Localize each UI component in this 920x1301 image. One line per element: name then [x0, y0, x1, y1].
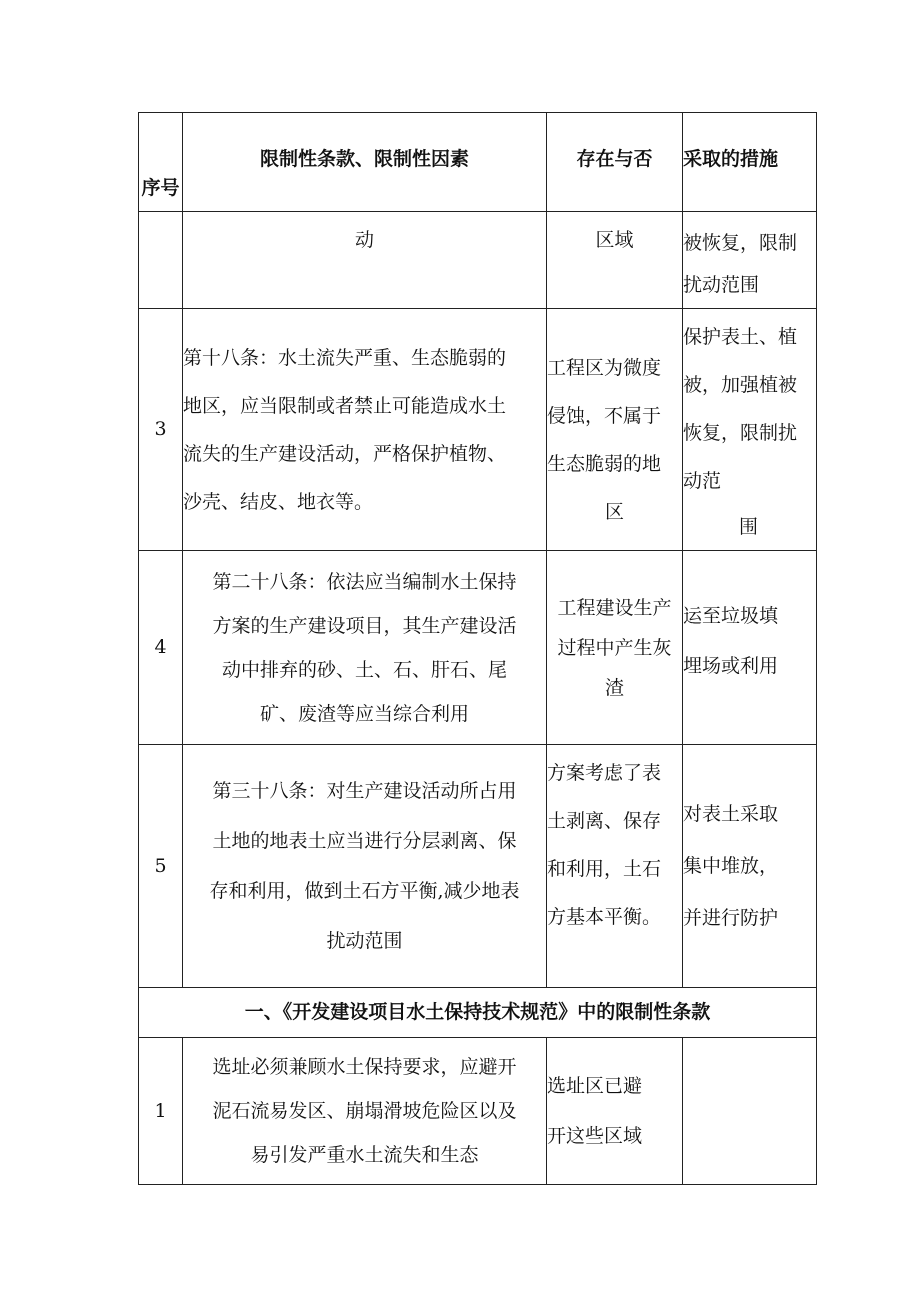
header-measure: 采取的措施	[683, 113, 817, 212]
exists-cell	[547, 212, 683, 309]
exists-cell	[547, 745, 683, 988]
row-number: 4	[139, 551, 183, 745]
measure-cell	[683, 745, 817, 988]
exists-line: 方案考虑了表	[547, 762, 662, 784]
clause-line: 第三十八条：对生产建设活动所占用	[212, 780, 517, 802]
measure-cell	[683, 309, 817, 551]
measure-line: 被恢复，限制	[683, 232, 798, 254]
measure-line: 集中堆放，	[683, 855, 779, 877]
clause-cell	[183, 1038, 547, 1185]
table-row	[139, 745, 817, 988]
row-number: 1	[139, 1038, 183, 1185]
clause-cell	[183, 309, 547, 551]
exists-line: 开这些区域	[547, 1125, 643, 1147]
clause-line: 存和利用，做到土石方平衡,减少地表	[209, 880, 520, 902]
measure-line: 恢复，限制扰	[683, 422, 798, 444]
clause-line: 第十八条：水土流失严重、生态脆弱的	[183, 346, 507, 369]
clause-cell	[183, 212, 547, 309]
clause-line: 动	[354, 229, 374, 251]
restriction-table	[138, 112, 817, 1185]
exists-line: 方基本平衡。	[547, 906, 662, 928]
table-row	[139, 309, 817, 551]
exists-line: 区域	[595, 229, 634, 251]
exists-line: 土剥离、保存	[547, 810, 662, 832]
header-no: 序号	[139, 113, 183, 212]
clause-line: 易引发严重水土流失和生态	[250, 1144, 479, 1166]
measure-line: 并进行防护	[683, 907, 779, 929]
exists-cell	[547, 309, 683, 551]
section-title: 一、《开发建设项目水土保持技术规范》中的限制性条款	[139, 988, 817, 1038]
exists-line: 和利用，土石	[547, 858, 662, 880]
measure-line: 被，加强植被	[683, 374, 798, 396]
exists-line: 工程区为微度	[547, 356, 662, 379]
exists-line: 生态脆弱的地	[547, 452, 662, 475]
measure-line: 保护表土、植	[683, 326, 798, 348]
exists-line: 过程中产生灰	[557, 636, 672, 659]
exists-line: 选址区已避	[547, 1075, 643, 1097]
table-row	[139, 212, 817, 309]
clause-line: 第二十八条：依法应当编制水土保持	[212, 570, 517, 593]
measure-cell	[683, 551, 817, 745]
clause-line: 扰动范围	[326, 930, 403, 952]
measure-line: 扰动范围	[683, 274, 760, 296]
clause-line: 矿、废渣等应当综合利用	[259, 702, 469, 725]
row-number	[139, 212, 183, 309]
table-row	[139, 551, 817, 745]
measure-cell	[683, 212, 817, 309]
exists-line: 侵蚀，不属于	[547, 404, 662, 427]
exists-line: 渣	[604, 676, 624, 699]
clause-line: 动中排弃的砂、土、石、肝石、尾	[221, 658, 507, 681]
clause-line: 流失的生产建设活动，严格保护植物、	[183, 442, 507, 465]
measure-cell	[683, 1038, 817, 1185]
exists-line: 工程建设生产	[557, 596, 672, 619]
measure-line: 运至垃圾填	[683, 604, 779, 627]
clause-cell	[183, 745, 547, 988]
clause-line: 泥石流易发区、崩塌滑坡危险区以及	[212, 1100, 517, 1122]
measure-line: 围	[739, 516, 759, 538]
section-row	[139, 988, 817, 1038]
header-exists: 存在与否	[547, 113, 683, 212]
clause-line: 地区，应当限制或者禁止可能造成水土	[183, 394, 507, 417]
clause-line: 方案的生产建设项目，其生产建设活	[212, 614, 517, 637]
row-number: 3	[139, 309, 183, 551]
exists-cell	[547, 1038, 683, 1185]
row-number: 5	[139, 745, 183, 988]
measure-line: 埋场或利用	[683, 654, 779, 677]
header-row	[139, 113, 817, 212]
clause-line: 土地的地表土应当进行分层剥离、保	[212, 830, 517, 852]
clause-line: 选址必须兼顾水土保持要求，应避开	[212, 1056, 517, 1078]
clause-line: 沙壳、结皮、地衣等。	[183, 490, 374, 513]
measure-line: 动范	[683, 470, 722, 492]
table-row	[139, 1038, 817, 1185]
header-clause: 限制性条款、限制性因素	[183, 113, 547, 212]
clause-cell	[183, 551, 547, 745]
exists-cell	[547, 551, 683, 745]
measure-line: 对表土采取	[683, 803, 779, 825]
exists-line: 区	[604, 500, 624, 523]
